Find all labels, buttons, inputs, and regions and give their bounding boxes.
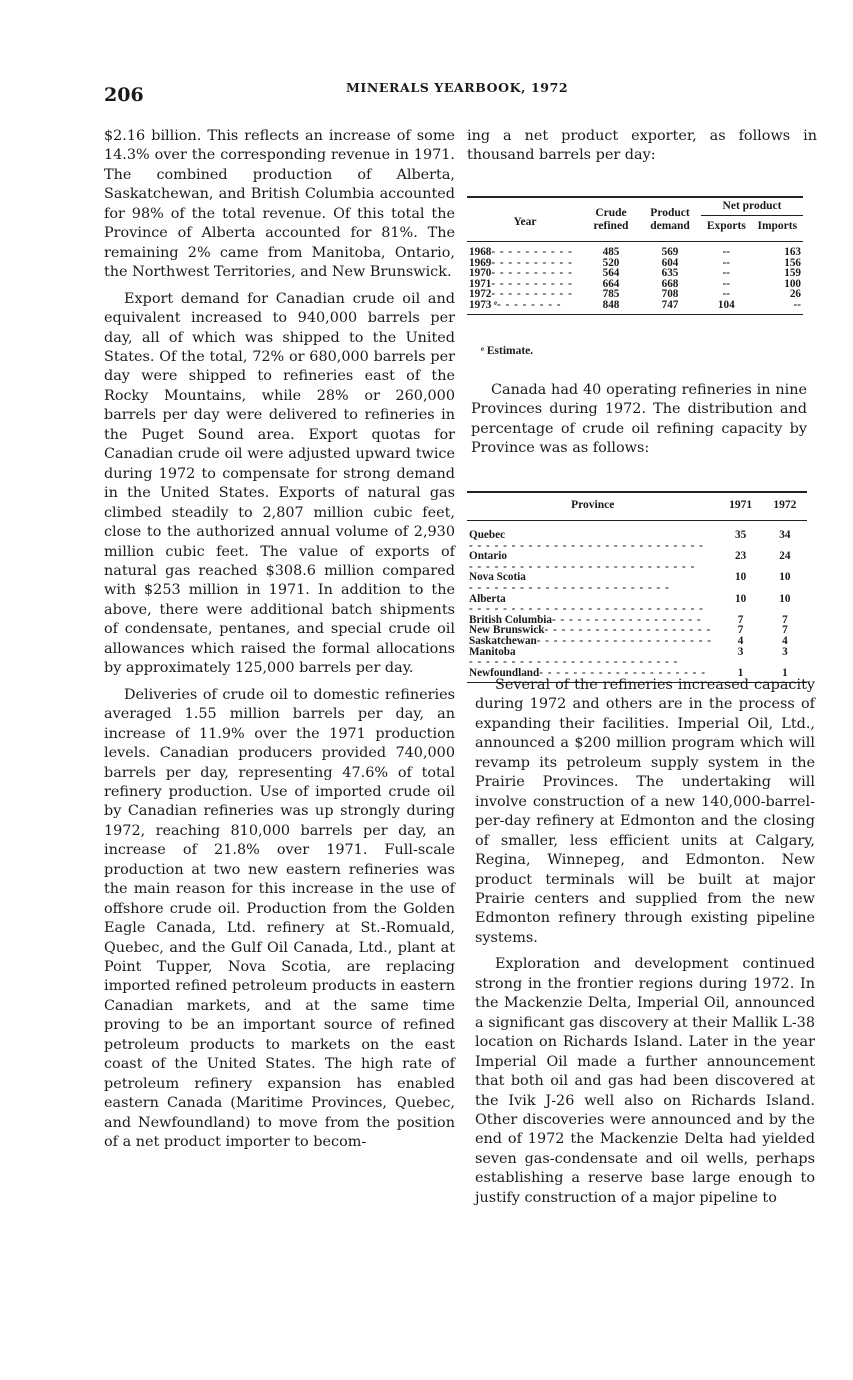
value-1972-cell: 34 [779, 529, 791, 541]
refineries-paragraph-block [471, 381, 807, 466]
table-row [467, 530, 807, 551]
value-1972-cell: 7 [782, 613, 788, 626]
left-column [104, 127, 455, 1160]
table-row [467, 247, 803, 258]
table-row [467, 289, 803, 300]
col-exports-header: Exports [706, 220, 746, 232]
exports-cell: 104 [717, 298, 735, 311]
value-1971-cell: 1 [737, 666, 744, 679]
year-cell: 1969- - - - - - - - - - [469, 256, 573, 269]
paragraph-deliveries: Deliveries of crude oil to domestic refineries averaged 1.55 million barrels per day, an increase of 11.9% over the 1971 production levels. Canadian producers provided 740,000 barrels per day, representing 47.6% of total refinery production. Use of imported crude oil by Canadian refineries was up strongly during 1972, reaching 810,000 barrels per day, an increase of 21.8% over 1971. Full-scale production at two new eastern refineries was the main reason for this increase in the use of offshore crude oil. Production from the Golden Eagle Canada, Ltd. refinery at St.-Romuald, Quebec, and the Gulf Oil Canada, Ltd., plant at Point Tupper, Nova Scotia, are replacing imported refined petroleum products in eastern Canadian markets, and at the same time proving to be an important source of refined petroleum products to markets on the east coast of the United States. The high rate of petroleum refinery expansion has enabled eastern Canada (Maritime Provinces, Quebec, and Newfoundland) to move from the position of a net product importer to becom- [104, 686, 455, 1151]
crude-cell: 485 [602, 246, 620, 258]
col-crude-refined-header: Crude refined [593, 206, 629, 232]
year-cell: 1973 ᵉ- - - - - - - - [469, 298, 562, 311]
col-net-product-header: Net product [701, 197, 803, 216]
province-cell: Newfoundland- - - - - - - - - - - - - - - - - - - - [469, 666, 706, 679]
province-cell: Ontario- - - - - - - - - - - - - - - - - - - - - - - - - - - [469, 550, 696, 573]
paragraph-capacity-expansion: Several of the refineries increased capacity during 1972 and others are in the process of expanding their facilities. Imperial Oil, Ltd., announced a $200 million program which will revamp its petroleum supply system in the Prairie Provinces. The undertaking will involve construction of a new 140,000-barrel-per-day refinery at Edmonton and the closing of smaller, less efficient units at Calgary, Regina, Winnepeg, and Edmonton. New product terminals will be built at major Prairie centers and supplied from the new Edmonton refinery through existing pipeline systems. [475, 677, 815, 946]
province-cell: Alberta- - - - - - - - - - - - - - - - - - - - - - - - - - - - [469, 592, 704, 615]
right-column [467, 127, 817, 166]
table-row [467, 647, 807, 668]
exports-cell: -- [722, 267, 731, 280]
value-1971-cell: 23 [735, 550, 747, 563]
year-cell: 1971- - - - - - - - - - [469, 277, 573, 290]
province-cell: Nova Scotia- - - - - - - - - - - - - - - - - - - - - - - - [469, 571, 670, 594]
value-1971-cell: 3 [737, 645, 744, 658]
demand-cell: 668 [661, 277, 679, 290]
table-row [467, 258, 803, 269]
value-1971-cell: 4 [737, 634, 744, 647]
col-imports-header: Imports [757, 220, 798, 232]
exports-cell: -- [722, 288, 731, 301]
demand-cell: 569 [661, 246, 679, 258]
running-head: MINERALS YEARBOOK, 1972 [346, 80, 569, 95]
demand-cell: 708 [661, 288, 679, 301]
table-row [467, 300, 803, 314]
table-row [467, 572, 807, 593]
province-cell: Saskatchewan- - - - - - - - - - - - - - - - - - - - - [469, 634, 712, 647]
table-row [467, 594, 807, 615]
value-1972-cell: 24 [779, 550, 791, 563]
province-cell: British Columbia- - - - - - - - - - - - - - - - - - [469, 613, 702, 626]
col-product-demand-header: Product demand [650, 206, 690, 232]
col-1972-header: 1972 [773, 499, 797, 511]
refining-table [467, 196, 803, 315]
exports-cell: -- [722, 256, 731, 269]
exports-cell: -- [722, 246, 731, 258]
province-table [467, 491, 807, 683]
crude-cell: 664 [602, 277, 620, 290]
value-1971-cell: 10 [735, 571, 747, 584]
right-lower-column [475, 676, 815, 1215]
imports-cell: 163 [784, 246, 801, 258]
paragraph-refineries: Canada had 40 operating refineries in nine Provinces during 1972. The distribution and percentage of crude oil refining capacity by Province was as follows: [471, 382, 807, 457]
year-cell: 1968- - - - - - - - - - [469, 246, 573, 258]
page-number: 206 [104, 84, 144, 106]
demand-cell: 747 [661, 298, 679, 311]
col-year-header: Year [513, 216, 537, 228]
col-1971-header: 1971 [729, 499, 753, 511]
province-cell: Quebec- - - - - - - - - - - - - - - - - - - - - - - - - - - - [469, 529, 704, 552]
paragraph-revenue: $2.16 billion. This reflects an increase of some 14.3% over the corresponding revenue in 1971. The combined production of Alberta, Saskatchewan, and British Columbia accounted for 98% of the total revenue. Of this total the Province of Alberta accounted for 81%. The remaining 2% came from Manitoba, Ontario, the Northwest Territories, and New Brunswick. [104, 128, 455, 281]
paragraph-net-exporter-intro: ing a net product exporter, as follows in thousand barrels per day: [467, 128, 817, 164]
paragraph-exploration: Exploration and development continued strong in the frontier regions during 1972. In the Mackenzie Delta, Imperial Oil, announced a significant gas discovery at their Mallik L-38 location on Richards Island. Later in the year Imperial Oil made a further announcement that both oil and gas had been discovered at the Ivik J-26 well also on Richards Island. Other discoveries were announced and by the end of 1972 the Mackenzie Delta had yielded seven gas-condensate and oil wells, perhaps establishing a reserve base large enough to justify construction of a major pipeline to [475, 956, 815, 1206]
value-1972-cell: 7 [782, 624, 788, 637]
value-1971-cell: 7 [737, 613, 744, 626]
imports-cell: -- [793, 298, 801, 311]
value-1972-cell: 10 [779, 592, 791, 605]
value-1971-cell: 10 [735, 592, 747, 605]
imports-cell: 159 [784, 267, 801, 280]
crude-cell: 564 [602, 267, 620, 280]
exports-cell: -- [722, 277, 731, 290]
table-row [467, 551, 807, 572]
imports-cell: 26 [789, 288, 801, 301]
col-province-header: Province [571, 499, 615, 511]
demand-cell: 635 [661, 267, 679, 280]
value-1972-cell: 10 [779, 571, 791, 584]
province-cell: Manitoba- - - - - - - - - - - - - - - - - - - - - - - - - [469, 645, 679, 668]
paragraph-export-demand: Export demand for Canadian crude oil and equivalent increased to 940,000 barrels per day, all of which was shipped to the United States. Of the total, 72% or 680,000 barrels per day were shipped to refineries east of the Rocky Mountains, while 28% or 260,000 barrels per day were delivered to refineries in the Puget Sound area. Export quotas for Canadian crude oil were adjusted upward twice during 1972 to compensate for strong demand in the United States. Exports of natural gas climbed steadily to 2,807 million cubic feet, close to the authorized annual volume of 2,930 million cubic feet. The value of exports of natural gas reached $308.6 million compared with $253 million in 1971. In addition to the above, there were additional batch shipments of condensate, pentanes, and special crude oil allowances which raised the formal allocations by approximately 125,000 barrels per day. [104, 290, 455, 677]
demand-cell: 604 [661, 256, 679, 269]
imports-cell: 156 [784, 256, 801, 269]
table-row [467, 268, 803, 279]
imports-cell: 100 [784, 277, 801, 290]
crude-cell: 848 [602, 298, 620, 311]
table-footnote: ᵉ Estimate. [481, 345, 534, 357]
crude-cell: 520 [602, 256, 620, 269]
year-cell: 1970- - - - - - - - - - [469, 267, 573, 280]
province-cell: New Brunswick- - - - - - - - - - - - - - - - - - - - [469, 624, 712, 637]
year-cell: 1972- - - - - - - - - - [469, 288, 573, 301]
value-1972-cell: 1 [782, 666, 788, 679]
table-row [467, 279, 803, 290]
value-1972-cell: 3 [782, 645, 788, 658]
value-1971-cell: 35 [735, 529, 747, 541]
value-1971-cell: 7 [737, 624, 744, 637]
table-row [467, 636, 807, 647]
crude-cell: 785 [602, 288, 620, 301]
value-1972-cell: 4 [782, 634, 788, 647]
